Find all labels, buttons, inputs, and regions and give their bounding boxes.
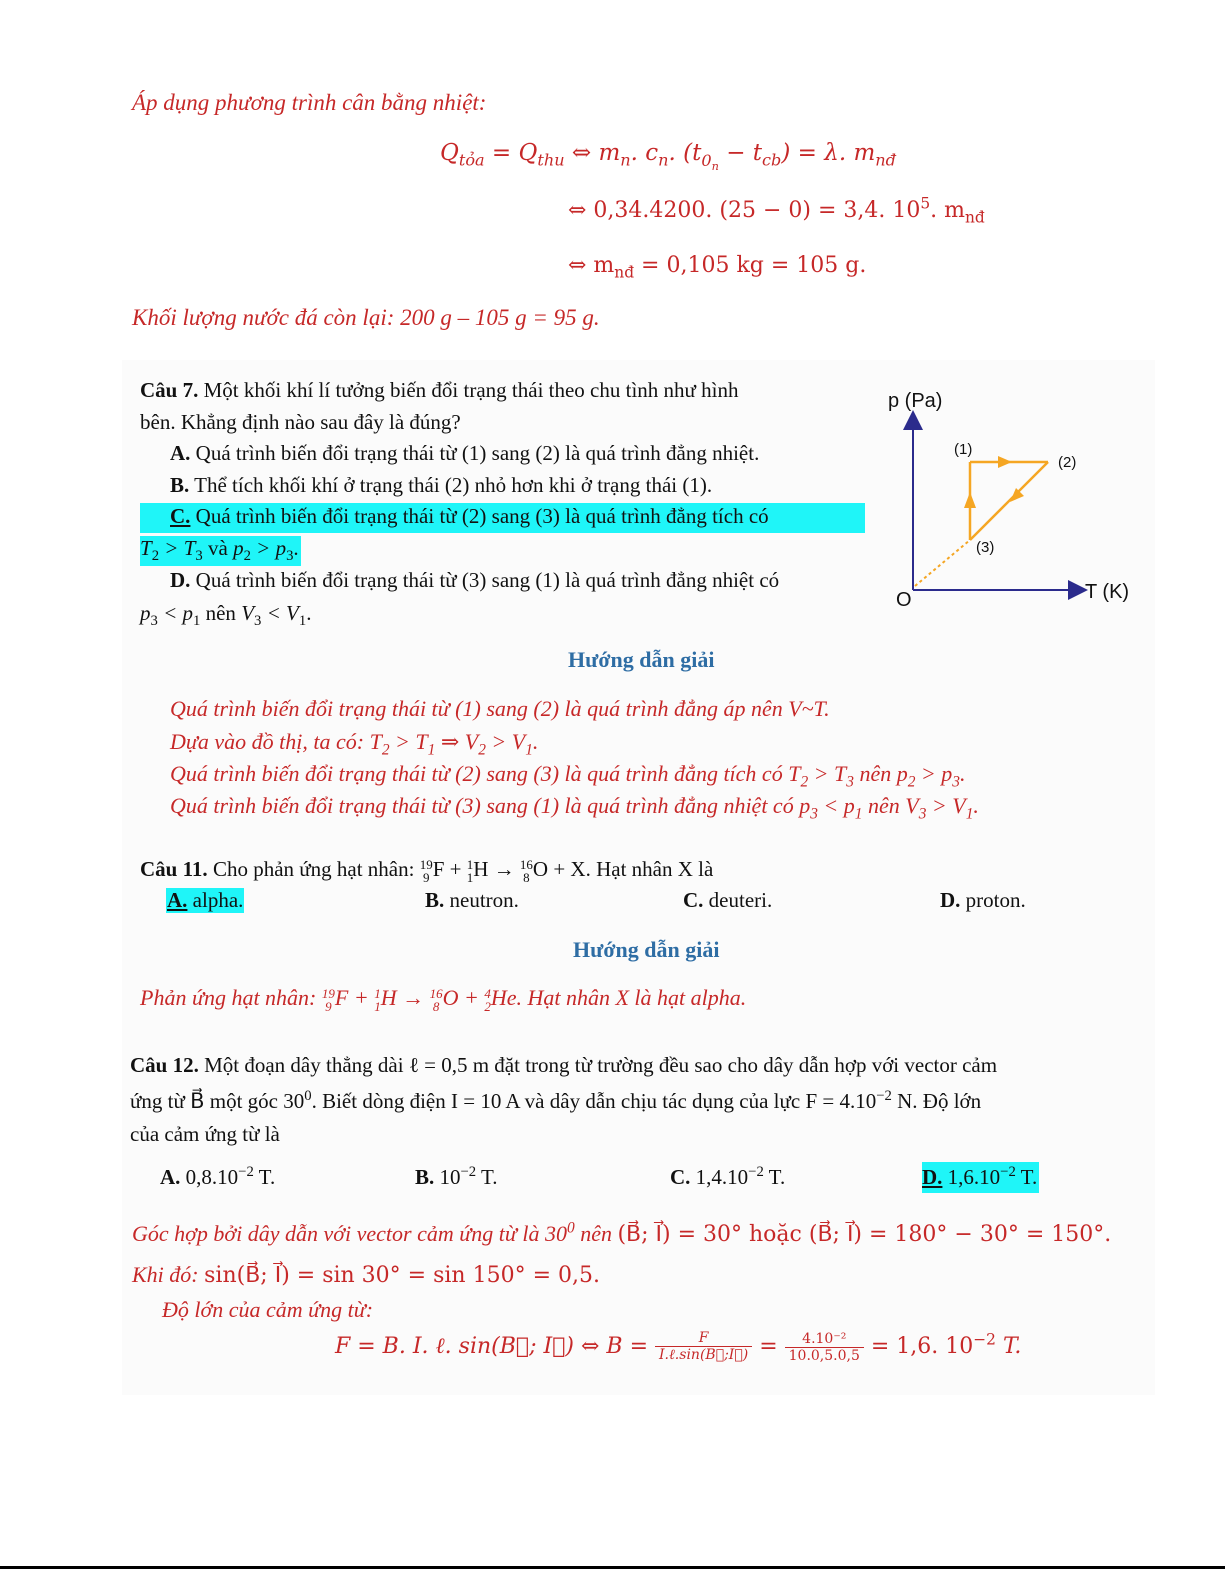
- state-1-label: (1): [954, 441, 973, 458]
- q12-stem-line3: của cảm ứng từ là: [130, 1122, 280, 1146]
- process-2-3: [970, 462, 1048, 540]
- state-3-label: (3): [976, 539, 995, 556]
- p-axis-label: p (Pa): [888, 390, 943, 412]
- arrow-2-3-icon: [1010, 488, 1024, 502]
- origin-label: O: [896, 589, 912, 611]
- pt-cycle-graph: [880, 380, 1155, 620]
- arrow-1-2-icon: [998, 456, 1012, 468]
- q11-guide-title: Hướng dẫn giải: [573, 937, 720, 962]
- q12-option-d: D. $1,6.10^{-2}$ T.: [922, 1162, 1039, 1193]
- q7-guide-line3: Quá trình biến đổi trạng thái từ (2) sang (3) là quá trình đẳng tích có $T_2 > T_3$ nên $p_2 > p_3$.: [170, 761, 966, 791]
- q12-guide-formula: F = B. I. ℓ. sin(B⃗; I⃗) ⇔ B = $\frac{F}{\text{I.ℓ.sin(B⃗;I⃗)}}$ = $\frac{\text{4.10⁻²}}{10.0,5.0,5}$ = 1,6. $10^{-2}$ T.: [335, 1330, 1022, 1364]
- isochore-extension: [915, 540, 970, 586]
- q7-option-b: B. Thể tích khối khí ở trạng thái (2) nhỏ hơn khi ở trạng thái (1).: [170, 473, 713, 497]
- q12-stem-line2: ứng từ B⃗ một góc $30^0$. Biết dòng điện I = 10 A và dây dẫn chịu tác dụng của lực $F = 4.10^{-2}$ N. Độ lớn: [130, 1088, 982, 1113]
- q11-stem: Câu 11. Cho phản ứng hạt nhân: 19 9 F + 1 1 H → 16 8 O + X. Hạt nhân X là: [140, 857, 714, 886]
- q12-option-a: A. $0,8.10^{-2}$ T.: [160, 1164, 276, 1189]
- q7-stem-line2: bên. Khẳng định nào sau đây là đúng?: [140, 410, 461, 434]
- q12-option-c: C. $1,4.10^{-2}$ T.: [670, 1164, 786, 1189]
- solution-intro: Áp dụng phương trình cân bằng nhiệt:: [132, 90, 487, 115]
- q11-option-b: B. neutron.: [425, 888, 519, 912]
- equation-result: ⇔ $m_{nđ} = 0,105$ kg = 105 g.: [568, 253, 867, 282]
- equation-heat-balance: $Q_{tỏa} = Q_{thu}$ ⇔ $m_n$. $c_n$. $(t_{0_n} - t_{cb}) = \lambda$. $m_{nđ}$: [440, 140, 896, 173]
- q12-stem-line1: Câu 12. Một đoạn dây thẳng dài ℓ = 0,5 m đặt trong từ trường đều sao cho dây dẫn hợp với vector cảm: [130, 1053, 998, 1077]
- q7-stem-line1: Câu 7. Một khối khí lí tưởng biến đổi trạng thái theo chu tình như hình: [140, 378, 739, 402]
- remaining-ice: Khối lượng nước đá còn lại: 200 g – 105 g = 95 g.: [132, 305, 600, 330]
- q7-guide-title: Hướng dẫn giải: [568, 647, 715, 672]
- q12-option-b: B. $10^{-2}$ T.: [415, 1164, 498, 1189]
- q7-option-a: A. Quá trình biến đổi trạng thái từ (1) sang (2) là quá trình đẳng nhiệt.: [170, 441, 760, 465]
- equation-numeric: ⇔ 0,34.4200. (25 − 0) = 3,4. $10^5$. $m_{nđ}$: [568, 194, 985, 227]
- q7-guide-line2: Dựa vào đồ thị, ta có: $T_2 > T_1$ ⇒ $V_2 > V_1$.: [170, 729, 539, 759]
- arrow-3-1-icon: [964, 492, 976, 508]
- q7-option-d-line1: D. Quá trình biến đổi trạng thái từ (3) sang (1) là quá trình đẳng nhiệt có: [170, 568, 780, 592]
- page-bottom-border: [0, 1566, 1225, 1569]
- state-2-label: (2): [1058, 454, 1077, 471]
- q11-option-d: D. proton.: [940, 888, 1026, 912]
- q12-guide-line1: Góc hợp bởi dây dẫn với vector cảm ứng từ là $30^0$ nên (B⃗; I⃗) = 30° hoặc (B⃗; I⃗) = 180° − 30° = 150°.: [132, 1219, 1112, 1247]
- q11-option-c: C. deuteri.: [683, 888, 773, 912]
- q7-option-d-line2: $p_3 < p_1$ nên $V_3 < V_1$.: [140, 601, 312, 630]
- q7-option-c-line2: $T_2 > T_3$ và $p_2 > p_3$.: [140, 536, 299, 565]
- q11-option-a: A. alpha.: [167, 888, 244, 912]
- q12-guide-line3: Độ lớn của cảm ứng từ:: [162, 1297, 374, 1322]
- q7-guide-line1: Quá trình biến đổi trạng thái từ (1) sang (2) là quá trình đẳng áp nên V~T.: [170, 696, 830, 721]
- q12-guide-line2: Khi đó: sin(B⃗; I⃗) = sin 30° = sin 150° = 0,5.: [132, 1262, 600, 1288]
- q7-option-c-line1: C. Quá trình biến đổi trạng thái từ (2) sang (3) là quá trình đẳng tích có: [170, 504, 769, 528]
- t-axis-label: T (K): [1085, 581, 1130, 603]
- q7-guide-line4: Quá trình biến đổi trạng thái từ (3) sang (1) là quá trình đẳng nhiệt có $p_3 < p_1$ nên $V_3 > V_1$.: [170, 793, 979, 823]
- q11-guide-line: Phản ứng hạt nhân: 19 9 F + 1 1 H → 16 8 O + 4 2 He. Hạt nhân X là hạt alpha.: [140, 985, 747, 1014]
